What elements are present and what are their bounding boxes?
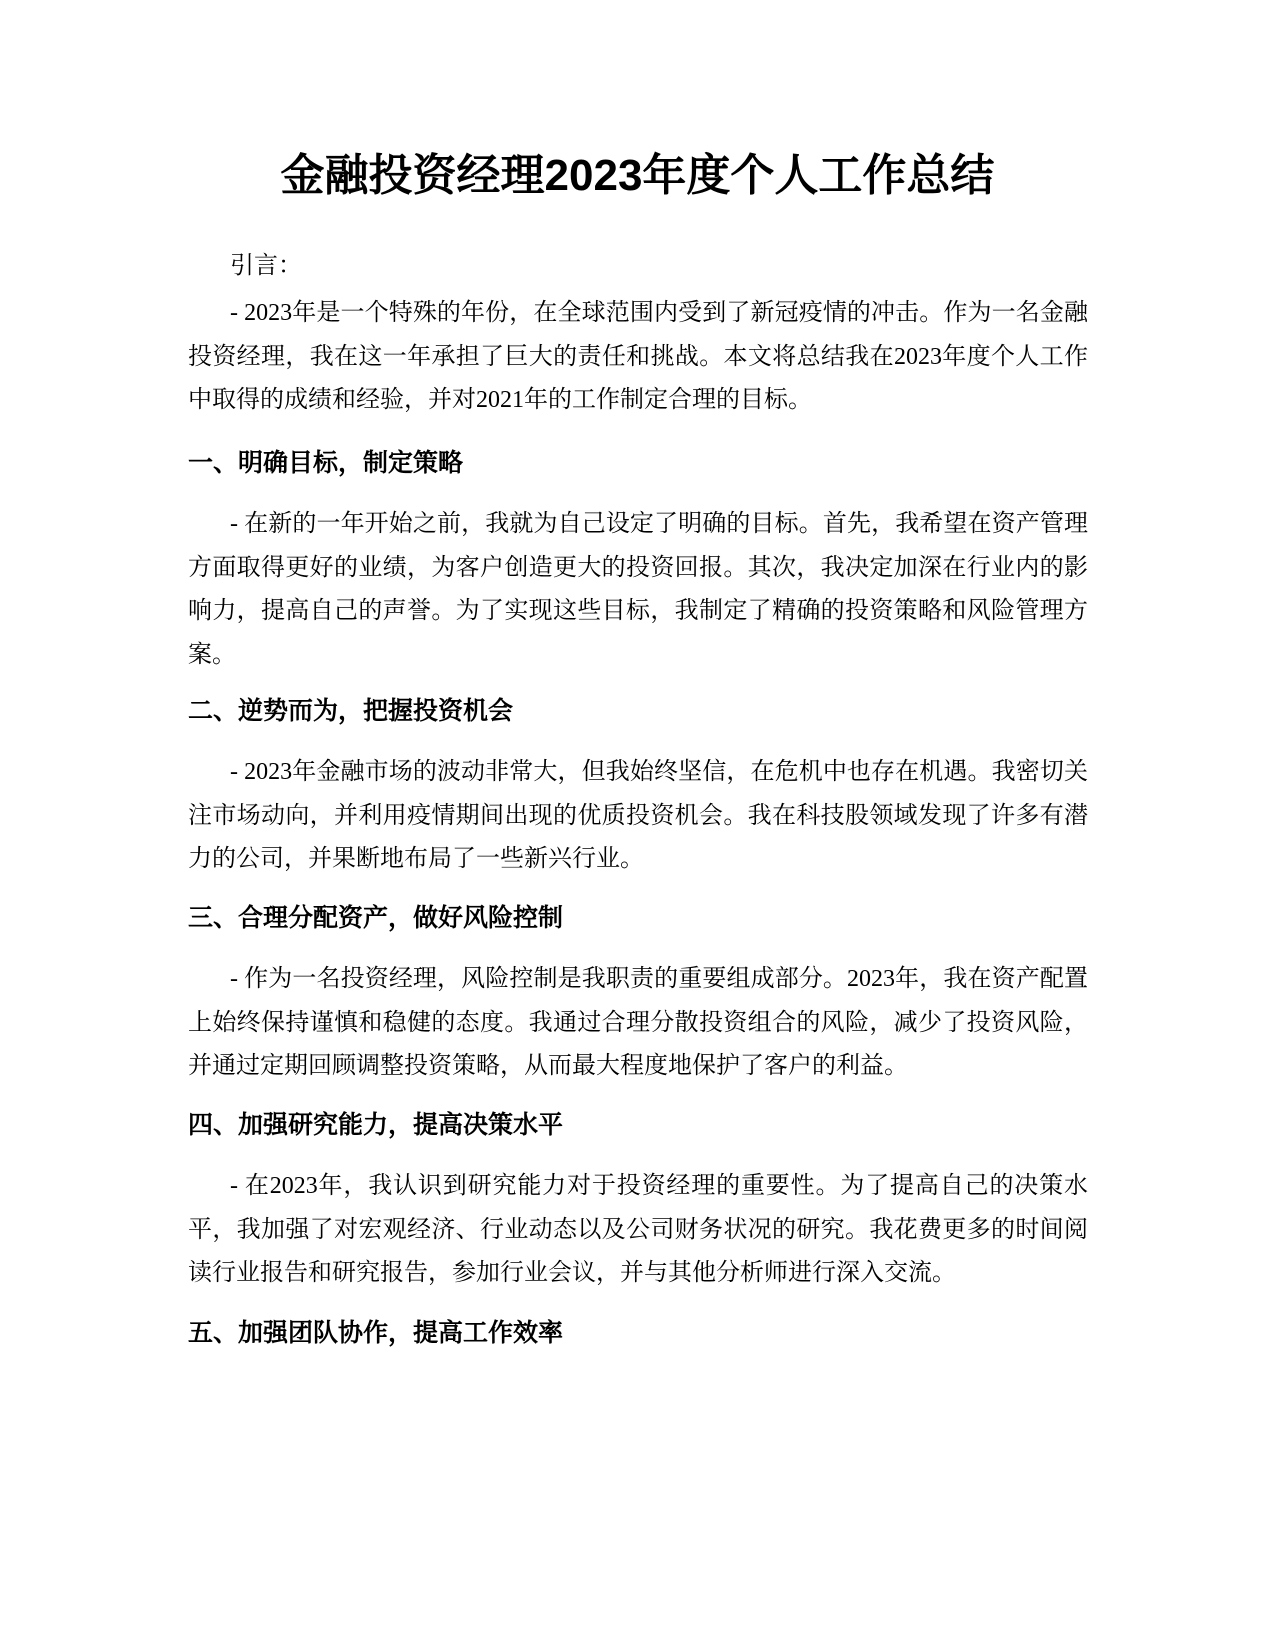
intro-paragraph: - 2023年是一个特殊的年份，在全球范围内受到了新冠疫情的冲击。作为一名金融投资经理，我在这一年承担了巨大的责任和挑战。本文将总结我在2023年度个人工作中取得的成绩和经验，并对2021年的工作制定合理的目标。 xyxy=(188,300,1088,413)
section-paragraph-4: - 在2023年，我认识到研究能力对于投资经理的重要性。为了提高自己的决策水平，我加强了对宏观经济、行业动态以及公司财务状况的研究。我花费更多的时间阅读行业报告和研究报告，参加行业会议，并与其他分析师进行深入交流。 xyxy=(188,1173,1088,1286)
section-heading-3: 三、合理分配资产，做好风险控制 xyxy=(188,904,564,932)
page-title: 金融投资经理2023年度个人工作总结 xyxy=(280,151,995,200)
section-heading-5: 五、加强团队协作，提高工作效率 xyxy=(188,1319,564,1347)
intro-label: 引言： xyxy=(230,253,302,279)
section-heading-4: 四、加强研究能力，提高决策水平 xyxy=(188,1111,564,1139)
section-heading-2: 二、逆势而为，把握投资机会 xyxy=(188,697,514,725)
section-paragraph-1: - 在新的一年开始之前，我就为自己设定了明确的目标。首先，我希望在资产管理方面取得更好的业绩，为客户创造更大的投资回报。其次，我决定加深在行业内的影响力，提高自己的声誉。为了实现这些目标，我制定了精确的投资策略和风险管理方案。 xyxy=(188,511,1088,668)
section-paragraph-2: - 2023年金融市场的波动非常大，但我始终坚信，在危机中也存在机遇。我密切关注市场动向，并利用疫情期间出现的优质投资机会。我在科技股领域发现了许多有潜力的公司，并果断地布局了一些新兴行业。 xyxy=(188,759,1088,872)
section-heading-1: 一、明确目标，制定策略 xyxy=(188,449,464,477)
section-paragraph-3: - 作为一名投资经理，风险控制是我职责的重要组成部分。2023年，我在资产配置上始终保持谨慎和稳健的态度。我通过合理分散投资组合的风险，减少了投资风险，并通过定期回顾调整投资策略，从而最大程度地保护了客户的利益。 xyxy=(188,966,1088,1079)
